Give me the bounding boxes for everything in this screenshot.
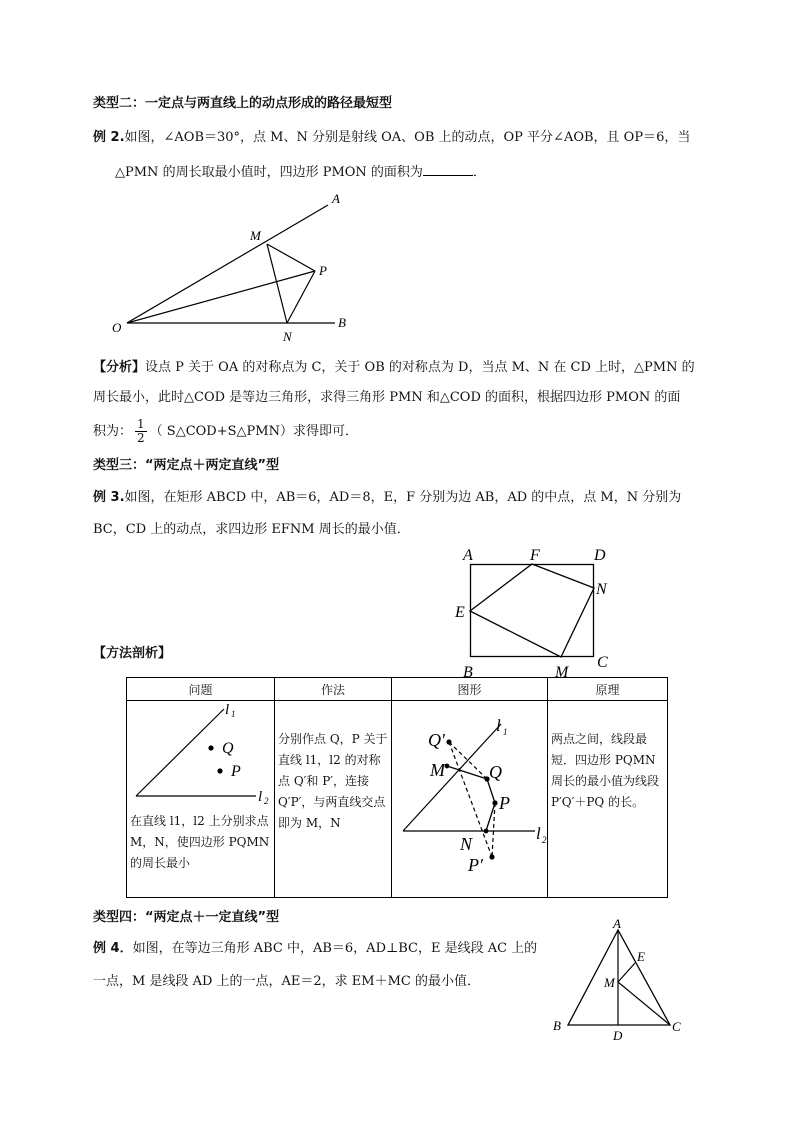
- example2-label: 例 2.: [93, 130, 125, 145]
- cell-problem: [127, 701, 275, 898]
- fraction-half: [135, 418, 147, 445]
- header-problem: 问题: [127, 678, 275, 701]
- type4-heading: 类型四：“两定点＋一定直线”型: [93, 910, 280, 925]
- point-q: [208, 745, 213, 750]
- principle-text: 两点之间，线段最短．四边形 PQMN 周长的最小值为线段 P′Q′＋PQ 的长。: [551, 732, 660, 809]
- label-l1-sub: 1: [503, 727, 508, 737]
- label-n: N: [596, 581, 607, 598]
- method-table-header: [127, 678, 668, 701]
- fraction-denominator: 2: [137, 431, 145, 445]
- example2-line2: [115, 163, 486, 181]
- label-b: B: [553, 1018, 561, 1033]
- point-p: [492, 800, 497, 805]
- cell-method: [275, 701, 392, 898]
- method-text: 分别作点 Q，P 关于直线 l1，l2 的对称点 Q′和 P′，连接 Q′P′，与两直线交点即为 M，N: [278, 732, 388, 830]
- analysis-line1: [93, 360, 695, 376]
- type3-heading: 类型三：“两定点＋两定直线”型: [93, 458, 280, 473]
- example2-text2a: △PMN 的周长取最小值时，四边形 PMON 的面积为: [115, 165, 423, 180]
- analysis-label: 【分析】: [93, 360, 146, 375]
- label-m: M: [250, 228, 261, 243]
- example4-text1: 如图，在等边三角形 ABC 中，AB＝6，AD⊥BC，E 是线段 AC 上的: [132, 941, 538, 956]
- label-o: O: [112, 320, 122, 335]
- label-p: P: [319, 263, 327, 278]
- segment-np: [287, 271, 315, 323]
- label-l2: l: [258, 789, 263, 805]
- example4-line1: [93, 941, 537, 957]
- analysis-line3: [93, 418, 358, 445]
- quadrilateral-efnm: [470, 564, 594, 657]
- label-l2-sub: 2: [264, 796, 269, 806]
- triangle-abc: [568, 930, 670, 1025]
- example4-label: 例 4．: [93, 941, 133, 956]
- label-c: C: [672, 1019, 681, 1034]
- segment-qp: [487, 779, 495, 803]
- equilateral-triangle-figure: [545, 915, 695, 1050]
- label-e: E: [637, 949, 645, 964]
- segment-em: [618, 963, 635, 982]
- method-table: [126, 677, 668, 898]
- label-m: M: [430, 760, 445, 780]
- header-principle: 原理: [548, 678, 668, 701]
- label-p: P: [231, 763, 241, 780]
- label-d: D: [613, 1028, 623, 1043]
- label-d: D: [594, 547, 606, 564]
- cell-figure: [392, 701, 548, 898]
- example3-line1: [93, 490, 681, 506]
- analysis-text1: 设点 P 关于 OA 的对称点为 C，关于 OB 的对称点为 D，当点 M、N 在 CD 上时，△PMN 的: [145, 360, 695, 375]
- example3-label: 例 3.: [93, 490, 125, 505]
- label-l2: l: [536, 824, 541, 843]
- example2-text1: 如图，∠AOB＝30°，点 M、N 分别是射线 OA、OB 上的动点，OP 平分∠AOB，且 OP＝6，当: [124, 130, 691, 145]
- point-q-prime: [446, 739, 451, 744]
- example3-text1: 如图，在矩形 ABCD 中，AB＝6，AD＝8，E，F 分别为边 AB，AD 的中点，点 M，N 分别为: [124, 490, 682, 505]
- reflection-figure: [395, 701, 545, 891]
- label-a: A: [463, 547, 473, 564]
- fraction-numerator: 1: [137, 417, 145, 431]
- point-n: [484, 829, 489, 834]
- method-table-row: [127, 701, 668, 898]
- label-q: Q: [489, 762, 502, 782]
- problem-figure: [130, 701, 272, 811]
- header-method: 作法: [275, 678, 392, 701]
- answer-blank: [423, 163, 473, 176]
- label-q-prime: Q′: [428, 730, 445, 750]
- segment-mc: [618, 982, 670, 1025]
- label-n: N: [460, 834, 473, 854]
- label-e: E: [455, 604, 465, 621]
- example3-line2: BC，CD 上的动点，求四边形 EFNM 周长的最小值．: [93, 522, 410, 537]
- analysis-text3b: （ S△COD+S△PMN）求得即可．: [149, 424, 358, 439]
- line-l1: [136, 709, 224, 796]
- label-q: Q: [222, 740, 234, 757]
- label-p-prime: P′: [468, 855, 483, 875]
- example2-text2b: ．: [472, 165, 486, 180]
- label-n: N: [283, 329, 292, 344]
- segment-mp: [267, 244, 315, 271]
- type2-heading: 类型二：一定点与两直线上的动点形成的路径最短型: [93, 96, 393, 111]
- segment-op: [127, 271, 315, 323]
- cell-principle: [548, 701, 668, 898]
- label-p: P: [499, 793, 510, 813]
- rectangle-abcd-figure: [450, 543, 620, 683]
- analysis-text3a: 积为：: [93, 424, 133, 439]
- analysis-line2: 周长最小，此时△COD 是等边三角形，求得三角形 PMN 和△COD 的面积，根据四边形 PMON 的面: [93, 390, 681, 405]
- label-l2-sub: 2: [542, 835, 547, 845]
- label-l1: l: [225, 702, 230, 718]
- label-l1-sub: 1: [231, 709, 236, 719]
- label-c: C: [597, 654, 608, 671]
- label-l1: l: [496, 716, 501, 735]
- point-m: [445, 764, 450, 769]
- label-a: A: [613, 916, 621, 931]
- example4-line2: 一点，M 是线段 AD 上的一点，AE＝2，求 EM＋MC 的最小值．: [93, 974, 480, 989]
- ray-oa: [127, 205, 328, 323]
- header-figure: 图形: [392, 678, 548, 701]
- problem-text: 在直线 l1，l2 上分别求点 M，N，使四边形 PQMN 的周长最小: [130, 814, 270, 870]
- point-p-prime: [489, 854, 494, 859]
- label-m: M: [555, 664, 569, 681]
- angle-aob-figure: [100, 188, 360, 348]
- label-f: F: [530, 547, 540, 564]
- label-b: B: [338, 315, 346, 330]
- example2-line1: [93, 130, 690, 146]
- point-p: [217, 768, 222, 773]
- method-heading: 【方法剖析】: [93, 646, 172, 661]
- label-b: B: [463, 664, 473, 681]
- label-m: M: [604, 975, 615, 990]
- label-a: A: [332, 191, 340, 206]
